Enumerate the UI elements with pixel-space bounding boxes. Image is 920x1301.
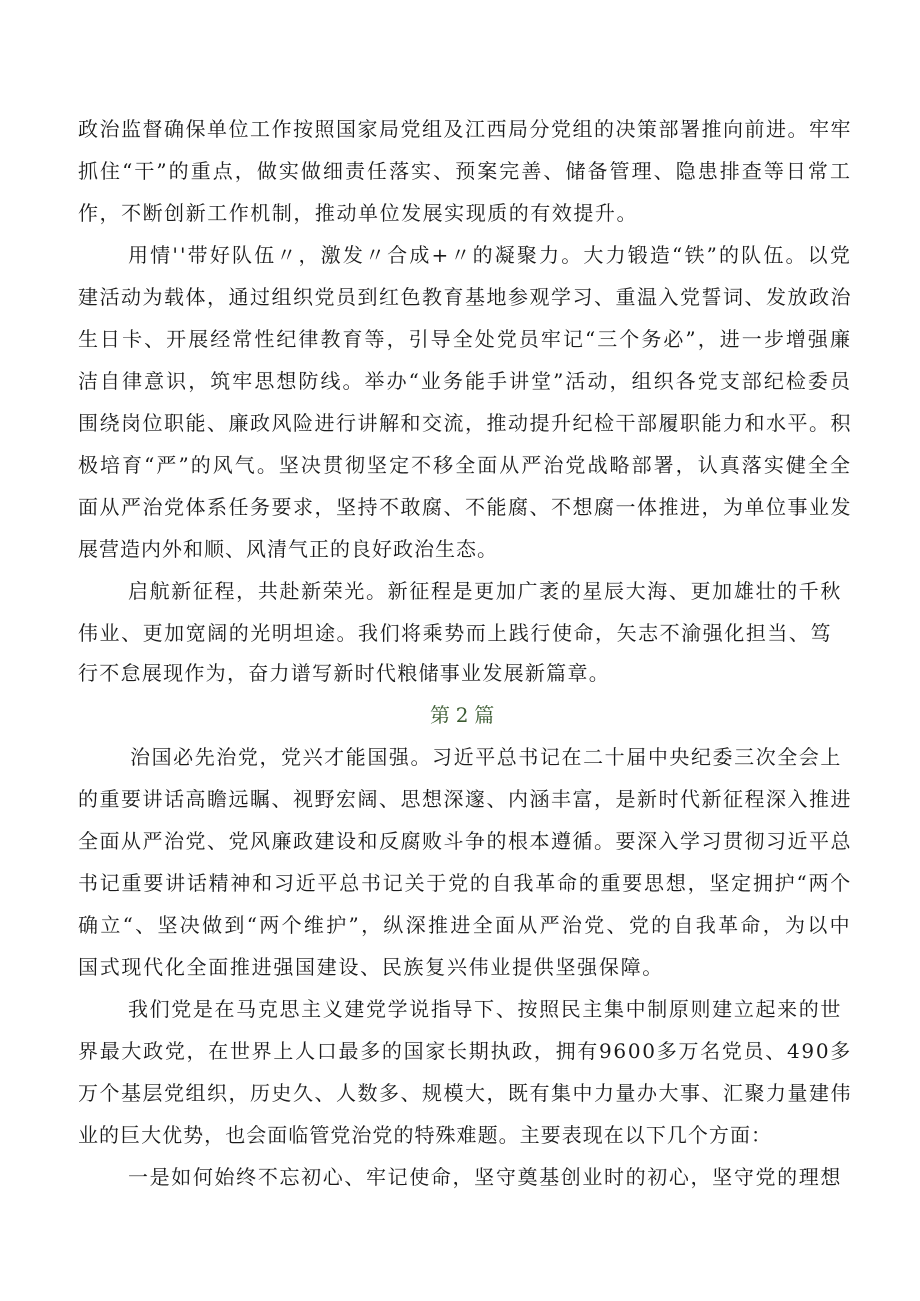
text-line: 国式现代化全面推进强国建设、民族复兴伟业提供坚强保障。: [78, 955, 664, 979]
text-line: 政治监督确保单位工作按照国家局党组及江西局分党组的决策部署推向前进。牢牢: [78, 117, 852, 141]
text-line: 一是如何始终不忘初心、牢记使命，坚守奠基创业时的初心，坚守党的理想: [128, 1165, 842, 1189]
text-line: 伟业、更加宽阔的光明坦途。我们将乘势而上践行使命，矢志不渝强化担当、笃: [78, 621, 832, 645]
text-line: 启航新征程，共赴新荣光。新征程是更加广袤的星辰大海、更加雄壮的千秋: [128, 579, 842, 603]
text-line: 生日卡、开展经常性纪律教育等，引导全处党员牢记“三个务必”，进一步增强廉: [78, 327, 852, 351]
text-line: 我们党是在马克思主义建党学说指导下、按照民主集中制原则建立起来的世: [128, 997, 842, 1021]
text-line: 建活动为载体，通过组织党员到红色教育基地参观学习、重温入党誓词、发放政治: [78, 285, 852, 309]
text-line: 业的巨大优势，也会面临管党治党的特殊难题。主要表现在以下几个方面：: [78, 1123, 772, 1147]
text-line: 界最大政党，在世界上人口最多的国家长期执政，拥有9600多万名党员、490多: [78, 1039, 852, 1063]
text-line: 洁自律意识，筑牢思想防线。举办“业务能手讲堂”活动，组织各党支部纪检委员: [78, 369, 852, 393]
text-line: 展营造内外和顺、风清气正的良好政治生态。: [78, 537, 498, 561]
text-line: 面从严治党体系任务要求，坚持不敢腐、不能腐、不想腐一体推进，为单位事业发: [78, 495, 852, 519]
text-line: 围绕岗位职能、廉政风险进行讲解和交流，推动提升纪检干部履职能力和水平。积: [78, 411, 852, 435]
text-line: 万个基层党组织，历史久、人数多、规模大，既有集中力量办大事、汇聚力量建伟: [78, 1081, 852, 1105]
text-line: 抓住“干”的重点，做实做细责任落实、预案完善、储备管理、隐患排查等日常工: [78, 159, 852, 183]
text-line: 确立“、坚决做到“两个维护”，纵深推进全面从严治党、党的自我革命，为以中: [78, 913, 852, 937]
text-line: 行不怠展现作为，奋力谱写新时代粮储事业发展新篇章。: [78, 661, 610, 685]
text-line: 用情''带好队伍〃，激发〃合成+〃的凝聚力。大力锻造“铁”的队伍。以党: [128, 243, 852, 267]
text-line: 的重要讲话高瞻远瞩、视野宏阔、思想深邃、内涵丰富，是新时代新征程深入推进: [78, 787, 852, 811]
text-line: 全面从严治党、党风廉政建设和反腐败斗争的根本遵循。要深入学习贯彻习近平总: [78, 829, 852, 853]
section-heading: 第2篇: [430, 703, 500, 727]
text-line: 作，不断创新工作机制，推动单位发展实现质的有效提升。: [78, 201, 638, 225]
text-line: 治国必先治党，党兴才能国强。习近平总书记在二十届中央纪委三次全会上: [130, 745, 842, 769]
text-line: 书记重要讲话精神和习近平总书记关于党的自我革命的重要思想，坚定拥护“两个: [78, 871, 852, 895]
text-line: 极培育“严”的风气。坚决贯彻坚定不移全面从严治党战略部署，认真落实健全全: [78, 453, 852, 477]
